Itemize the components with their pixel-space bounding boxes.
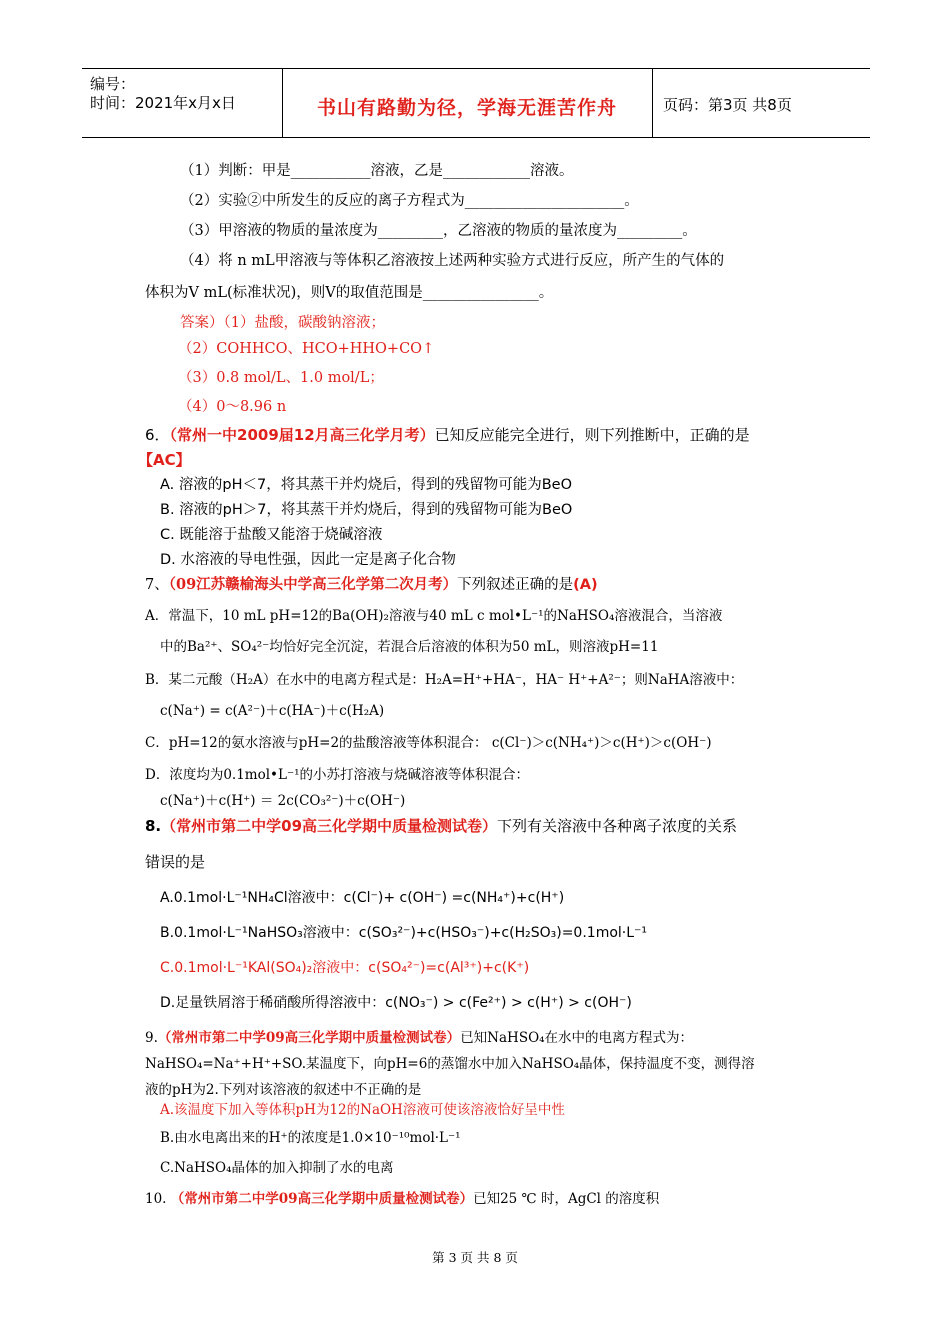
- q9-option-b: B.由水电离出来的H⁺的浓度是1.0×10⁻¹⁰mol·L⁻¹: [160, 1130, 461, 1146]
- q6-question: 已知反应能完全进行，则下列推断中，正确的是: [434, 426, 750, 444]
- q5-part3: （3）甲溶液的物质的量浓度为_________，乙溶液的物质的量浓度为_________。: [180, 223, 697, 239]
- q5-answer-3: （3）0.8 mol/L、1.0 mol/L；: [178, 370, 384, 386]
- header-number-label: 编号：: [90, 75, 136, 93]
- q5-part4-line1: （4）将 n mL甲溶液与等体积乙溶液按上述两种实验方式进行反应，所产生的气体的: [180, 253, 725, 269]
- q6-answer: 【AC】: [138, 451, 191, 469]
- q5-part4-line2: 体积为V mL(标准状况)，则V的取值范围是________________。: [145, 285, 554, 301]
- q10-stem: [145, 1189, 659, 1209]
- q8-source: （常州市第二中学09高三化学期中质量检测试卷）: [161, 817, 498, 835]
- q8-option-b: B.0.1mol·L⁻¹NaHSO₃溶液中：c(SO₃²⁻)+c(HSO₃⁻)+c(H₂SO₃)=0.1mol·L⁻¹: [160, 925, 648, 941]
- q8-option-a: A.0.1mol·L⁻¹NH₄Cl溶液中：c(Cl⁻)+ c(OH⁻) =c(NH₄⁺)+c(H⁺): [160, 890, 565, 906]
- q7-stem: [145, 575, 598, 595]
- q9-stem-line3: 液的pH为2.下列对该溶液的叙述中不正确的是: [145, 1082, 422, 1098]
- header-date-label: 时间：2021年x月x日: [90, 94, 236, 112]
- q9-stem-line1: [145, 1028, 693, 1048]
- q7-option-c: C．pH=12的氨水溶液与pH=2的盐酸溶液等体积混合： c(Cl⁻)＞c(NH₄⁺)＞c(H⁺)＞c(OH⁻): [145, 735, 712, 751]
- q7-number: 7、: [145, 577, 169, 593]
- q9-option-a: A.该温度下加入等体积pH为12的NaOH溶液可使该溶液恰好呈中性: [160, 1102, 565, 1118]
- q9-question: 已知NaHSO₄在水中的电离方程式为：: [460, 1030, 694, 1046]
- q8-number: 8.: [145, 817, 162, 835]
- q10-source: （常州市第二中学09高三化学期中质量检测试卷）: [170, 1191, 474, 1207]
- q6-number: 6．: [145, 426, 170, 444]
- q7-option-b-line1: B．某二元酸（H₂A）在水中的电离方程式是：H₂A=H⁺+HA⁻，HA⁻ H⁺+A²⁻；则NaHA溶液中：: [145, 672, 744, 688]
- q7-option-d-line2: c(Na⁺)＋c(H⁺) ＝ 2c(CO₃²⁻)＋c(OH⁻): [160, 793, 406, 809]
- page-footer: 第 3 页 共 8 页: [432, 1250, 518, 1265]
- page-header: [82, 68, 870, 138]
- q9-option-c: C.NaHSO₄晶体的加入抑制了水的电离: [160, 1160, 394, 1176]
- q5-answer-4: （4）0～8.96 n: [178, 399, 287, 415]
- q6-option-b: B. 溶液的pH＞7，将其蒸干并灼烧后，得到的残留物可能为BeO: [160, 502, 573, 518]
- q10-question: 已知25 ℃ 时，AgCl 的溶度积: [473, 1191, 660, 1207]
- q7-option-a-line2: 中的Ba²⁺、SO₄²⁻均恰好完全沉淀，若混合后溶液的体积为50 mL，则溶液pH=11: [160, 639, 659, 655]
- header-meta-cell: [82, 69, 283, 137]
- q7-question: 下列叙述正确的是: [457, 577, 574, 593]
- q8-stem-line2: 错误的是: [145, 853, 206, 871]
- q8-stem-line1: [145, 816, 737, 836]
- header-motto-cell: [282, 69, 653, 137]
- q7-source: （09江苏赣榆海头中学高三化学第二次月考）: [168, 576, 458, 593]
- q7-option-d-line1: D．浓度均为0.1mol•L⁻¹的小苏打溶液与烧碱溶液等体积混合：: [145, 767, 530, 783]
- q6-source: （常州一中2009届12月高三化学月考）: [169, 426, 435, 444]
- q9-stem-line2: NaHSO₄=Na⁺+H⁺+SO.某温度下，向pH=6的蒸馏水中加入NaHSO₄晶体，保持温度不变，测得溶: [145, 1056, 755, 1072]
- q8-question: 下列有关溶液中各种离子浓度的关系: [497, 817, 738, 835]
- q7-option-a-line1: A．常温下，10 mL pH=12的Ba(OH)₂溶液与40 mL c mol•L⁻¹的NaHSO₄溶液混合，当溶液: [145, 608, 723, 624]
- header-motto: 书山有路勤为径，学海无涯苦作舟: [316, 97, 617, 119]
- q8-option-c: C.0.1mol·L⁻¹KAl(SO₄)₂溶液中：c(SO₄²⁻)=c(Al³⁺)+c(K⁺): [160, 960, 530, 976]
- q5-part2: （2）实验②中所发生的反应的离子方程式为______________________。: [180, 193, 639, 209]
- q9-source: （常州市第二中学09高三化学期中质量检测试卷）: [157, 1030, 461, 1046]
- q8-option-d: D.足量铁屑溶于稀硝酸所得溶液中：c(NO₃⁻) > c(Fe²⁺) > c(H⁺) > c(OH⁻): [160, 995, 632, 1011]
- q7-answer: (A): [573, 577, 598, 593]
- q6-option-c: C. 既能溶于盐酸又能溶于烧碱溶液: [160, 527, 383, 543]
- q6-option-d: D. 水溶液的导电性强，因此一定是离子化合物: [160, 552, 456, 568]
- q6-option-a: A. 溶液的pH＜7，将其蒸干并灼烧后，得到的残留物可能为BeO: [160, 477, 572, 493]
- q9-number: 9.: [145, 1030, 158, 1046]
- q5-answer-1: 答案）（1）盐酸，碳酸钠溶液；: [180, 315, 385, 331]
- q7-option-b-line2: c(Na⁺) = c(A²⁻)＋c(HA⁻)＋c(H₂A): [160, 703, 385, 719]
- q5-part1: （1）判断：甲是___________溶液，乙是____________溶液。: [180, 163, 574, 179]
- header-page-label: 页码：第3页 共8页: [663, 96, 792, 114]
- q5-answer-2: （2）COHHCO、HCO+HHO+CO↑: [178, 341, 435, 357]
- header-page-cell: [653, 69, 870, 137]
- q6-stem: [145, 425, 750, 445]
- q10-number: 10.: [145, 1191, 167, 1207]
